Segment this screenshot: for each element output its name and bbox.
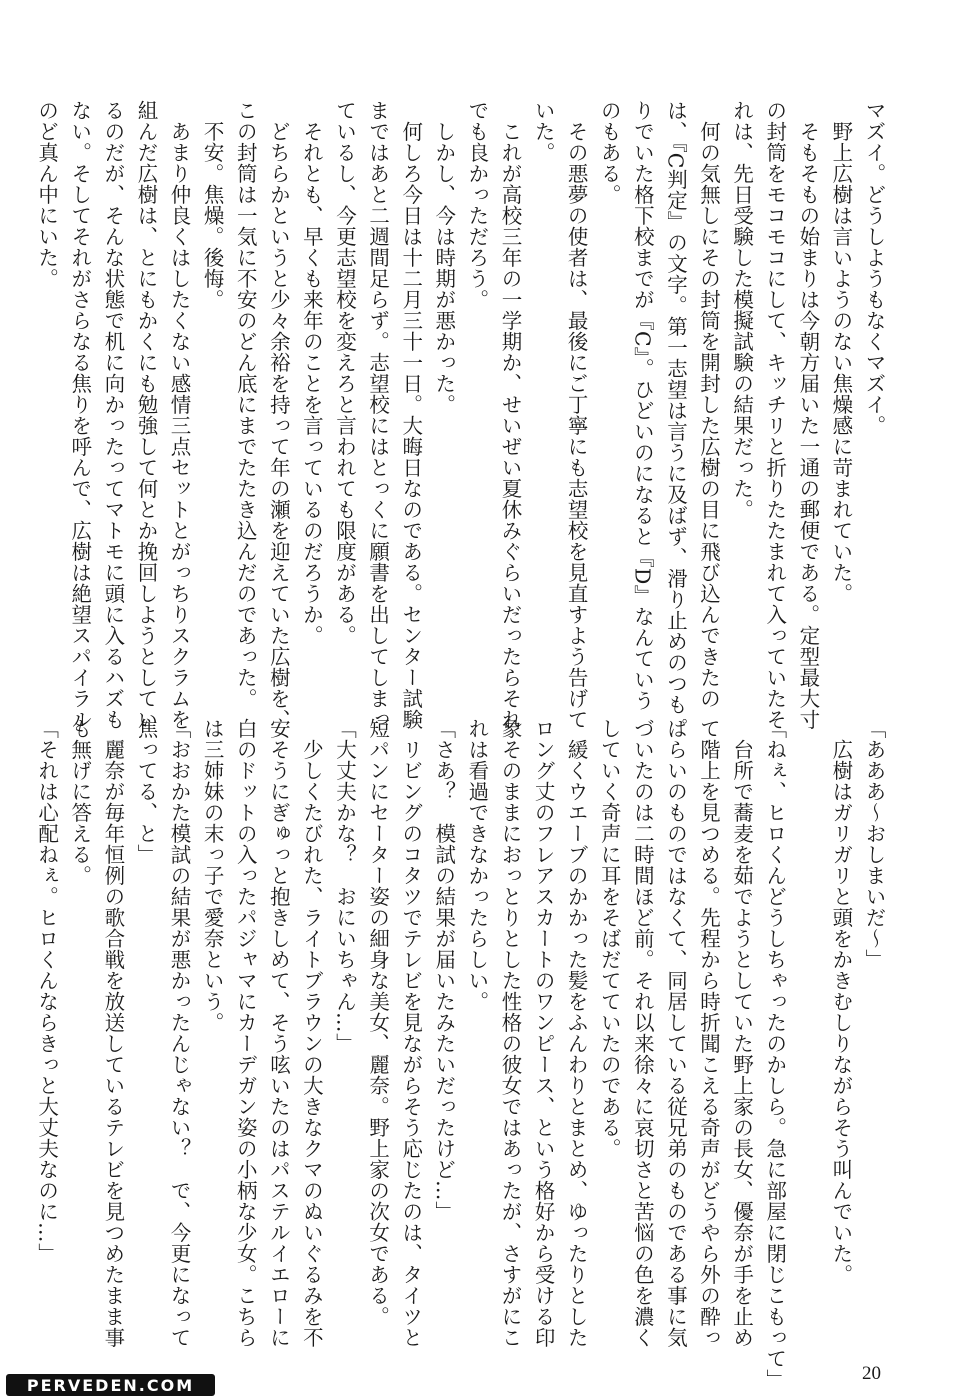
text-line: その悪夢の使者は、最後にご丁寧にも志望校を見直すよう告げて: [564, 100, 589, 730]
text-line: しかし、今は時期が悪かった。: [431, 100, 456, 415]
text-line: まではあと二週間足らず。志望校にはとっくに願書を出してしまっ: [365, 100, 390, 730]
text-line: 緩くウエーブのかかった髪をふんわりとまとめ、ゆったりとした: [564, 718, 589, 1348]
text-line: 安そうにぎゅっと抱きしめて、そう呟いたのはパステルイエローに: [266, 718, 291, 1348]
text-line: 野上広樹は言いようのない焦燥感に苛まれていた。: [828, 100, 853, 604]
text-line: 白のドットの入ったパジャマにカーデガン姿の小柄な少女。こちら: [233, 718, 258, 1348]
text-line: 焦ってる、と」: [133, 718, 158, 865]
text-line: この封筒は一気に不安のどん底にまでたたき込んだのであった。: [233, 100, 258, 709]
text-line: 何しろ今日は十二月三十一日。大晦日なのである。センター試験: [398, 100, 423, 730]
text-line: リビングのコタツでテレビを見ながらそう応じたのは、タイツと: [398, 718, 423, 1348]
text-line: れは、先日受験した模擬試験の結果だった。: [729, 100, 754, 520]
text-line: それとも、早くも来年のことを言っているのだろうか。: [299, 100, 324, 646]
text-line: の封筒をモコモコにして、キッチリと折りたたまれて入っていたそ: [762, 100, 787, 730]
text-line: は三姉妹の末っ子で愛奈という。: [200, 718, 225, 1033]
text-line: ているし、今更志望校を変えろと言われても限度がある。: [332, 100, 357, 646]
text-line: も無げに答える。: [67, 718, 92, 886]
text-line: 象そのままにおっとりとした性格の彼女ではあったが、さすがにこ: [497, 718, 522, 1348]
text-line: 「あああ～おしまいだ～」: [862, 718, 886, 970]
text-line: れは看過できなかったらしい。: [464, 718, 489, 1012]
text-line: ぱらいのものではなくて、同居している従兄弟のものである事に気: [663, 718, 688, 1348]
text-line: でも良かっただろう。: [464, 100, 489, 310]
text-line: どちらかというと少々余裕を持って年の瀬を迎えていた広樹を、: [266, 100, 291, 730]
upper-text-block: [34, 100, 890, 730]
text-line: るのだが、そんな状態で机に向かったってマトモに頭に入るハズも: [100, 100, 125, 730]
text-line: マズイ。どうしようもなくマズイ。: [862, 100, 886, 436]
text-line: 不安。焦燥。後悔。: [200, 100, 225, 310]
text-line: 少しくたびれた、ライトブラウンの大きなクマのぬいぐるみを不: [299, 718, 324, 1348]
text-line: いた。: [531, 100, 556, 163]
text-line: 「おおかた模試の結果が悪かったんじゃない？ で、今更になって: [167, 718, 192, 1348]
text-line: 「それは心配ねぇ。ヒロくんならきっと大丈夫なのに…」: [34, 718, 59, 1264]
text-line: りでいた格下校までが『C』。ひどいのになると『D』なんていう: [630, 100, 655, 711]
text-line: そもそもの始まりは今朝方届いた一通の郵便である。定型最大寸: [795, 100, 820, 730]
text-line: 組んだ広樹は、とにもかくにも勉強して何とか挽回しようとしてい: [133, 100, 158, 730]
text-line: 何の気無しにその封筒を開封した広樹の目に飛び込んできたの: [696, 100, 721, 709]
text-line: のど真ん中にいた。: [34, 100, 59, 289]
text-line: 広樹はガリガリと頭をかきむしりながらそう叫んでいた。: [828, 718, 853, 1285]
text-line: 台所で蕎麦を茹でようとしていた野上家の長女、優奈が手を止め: [729, 718, 754, 1348]
text-line: していく奇声に耳をそばだてていたのである。: [597, 718, 622, 1159]
text-line: づいたのは二時間ほど前。それ以来徐々に哀切さと苦悩の色を濃く: [630, 718, 655, 1348]
blank-line: [791, 718, 824, 1298]
text-line: 「さあ？ 模試の結果が届いたみたいだったけど…」: [431, 718, 456, 1222]
text-line: 「ねぇ、ヒロくんどうしちゃったのかしら。急に部屋に閉じこもって」: [762, 718, 787, 1390]
watermark-logo: PERVEDEN.COM: [6, 1374, 215, 1396]
text-line: これが高校三年の一学期か、せいぜい夏休みぐらいだったらそれ: [497, 100, 522, 730]
text-line: 短パンにセーター姿の細身な美女、麗奈。野上家の次女である。: [365, 718, 390, 1327]
text-line: て階上を見つめる。先程から時折聞こえる奇声がどうやら外の酔っ: [696, 718, 721, 1348]
text-line: のもある。: [597, 100, 622, 205]
text-line: は、『C判定』の文字。第一志望は言うに及ばず、滑り止めのつも: [663, 100, 688, 715]
page-number: 20: [862, 1363, 881, 1384]
text-line: ロング丈のフレアスカートのワンピース、という格好から受ける印: [531, 718, 556, 1348]
text-line: あまり仲良くはしたくない感情三点セットとがっちりスクラムを: [167, 100, 192, 730]
text-line: ない。そしてそれがさらなる焦りを呼んで、広樹は絶望スパイラル: [67, 100, 92, 730]
text-line: 「大丈夫かな？ おにいちゃん…」: [332, 718, 357, 1054]
text-line: 麗奈が毎年恒例の歌合戦を放送しているテレビを見つめたまま事: [100, 718, 125, 1348]
